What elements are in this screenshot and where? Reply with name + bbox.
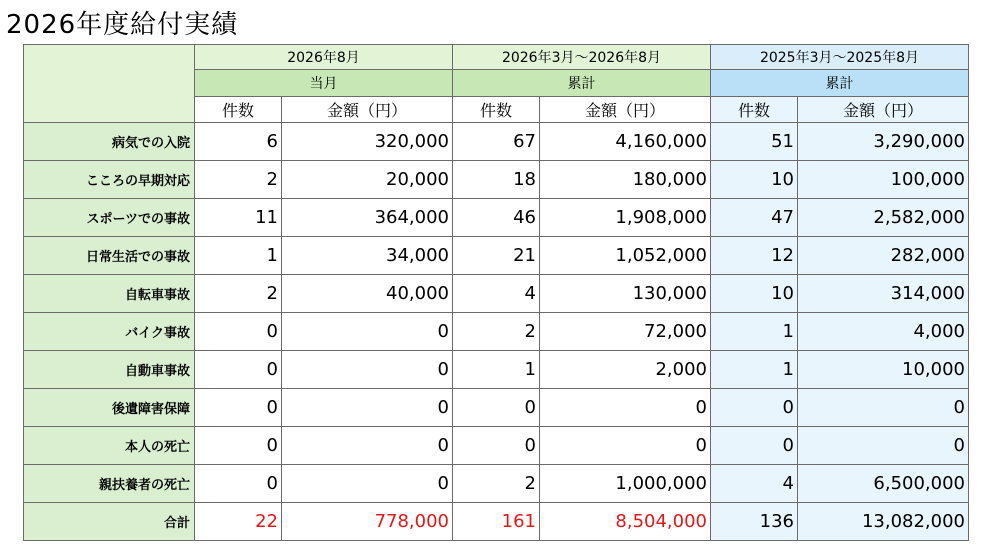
count-cell: 0: [711, 389, 798, 427]
amount-cell: 72,000: [540, 313, 711, 351]
table-row: [24, 427, 969, 465]
count-column-header: 件数: [711, 97, 798, 123]
amount-cell: 0: [282, 389, 453, 427]
amount-cell: 8,504,000: [540, 503, 711, 541]
amount-cell: 0: [798, 427, 969, 465]
count-cell: 22: [195, 503, 282, 541]
row-label: 日常生活での事故: [24, 237, 195, 275]
amount-column-header: 金額（円）: [282, 97, 453, 123]
row-label: 本人の死亡: [24, 427, 195, 465]
table-row: [24, 275, 969, 313]
count-cell: 46: [453, 199, 540, 237]
amount-cell: 130,000: [540, 275, 711, 313]
count-column-header: 件数: [453, 97, 540, 123]
amount-column-header: 金額（円）: [798, 97, 969, 123]
count-cell: 0: [195, 351, 282, 389]
total-row: [24, 503, 969, 541]
amount-cell: 34,000: [282, 237, 453, 275]
table-row: [24, 465, 969, 503]
count-cell: 0: [195, 313, 282, 351]
row-label: 後遺障害保障: [24, 389, 195, 427]
period-header-current: 2026年8月: [195, 45, 453, 70]
count-cell: 2: [453, 313, 540, 351]
amount-cell: 314,000: [798, 275, 969, 313]
count-cell: 0: [453, 389, 540, 427]
row-label: 病気での入院: [24, 123, 195, 161]
count-cell: 136: [711, 503, 798, 541]
amount-cell: 364,000: [282, 199, 453, 237]
count-cell: 0: [453, 427, 540, 465]
count-cell: 1: [711, 313, 798, 351]
table-row: [24, 313, 969, 351]
amount-cell: 4,000: [798, 313, 969, 351]
amount-cell: 778,000: [282, 503, 453, 541]
amount-cell: 180,000: [540, 161, 711, 199]
amount-cell: 2,582,000: [798, 199, 969, 237]
amount-cell: 20,000: [282, 161, 453, 199]
count-cell: 4: [453, 275, 540, 313]
amount-cell: 10,000: [798, 351, 969, 389]
count-cell: 18: [453, 161, 540, 199]
subheader-current-month: 当月: [195, 70, 453, 97]
count-cell: 2: [453, 465, 540, 503]
count-column-header: 件数: [195, 97, 282, 123]
row-label: スポーツでの事故: [24, 199, 195, 237]
amount-cell: 1,000,000: [540, 465, 711, 503]
count-cell: 10: [711, 275, 798, 313]
count-cell: 2: [195, 161, 282, 199]
table-row: [24, 237, 969, 275]
category-header-cell: [24, 45, 195, 123]
count-cell: 12: [711, 237, 798, 275]
amount-cell: 40,000: [282, 275, 453, 313]
row-label: こころの早期対応: [24, 161, 195, 199]
row-label: 親扶養者の死亡: [24, 465, 195, 503]
amount-cell: 13,082,000: [798, 503, 969, 541]
subheader-prior-cumulative: 累計: [711, 70, 969, 97]
count-cell: 0: [711, 427, 798, 465]
count-cell: 6: [195, 123, 282, 161]
table-row: [24, 123, 969, 161]
row-label: 自動車事故: [24, 351, 195, 389]
count-cell: 0: [195, 465, 282, 503]
count-cell: 1: [195, 237, 282, 275]
amount-column-header: 金額（円）: [540, 97, 711, 123]
amount-cell: 0: [282, 351, 453, 389]
amount-cell: 0: [540, 427, 711, 465]
amount-cell: 282,000: [798, 237, 969, 275]
amount-cell: 1,908,000: [540, 199, 711, 237]
page-title: 2026年度給付実績: [6, 10, 239, 40]
count-cell: 0: [195, 427, 282, 465]
count-cell: 161: [453, 503, 540, 541]
count-cell: 1: [453, 351, 540, 389]
count-cell: 2: [195, 275, 282, 313]
count-cell: 10: [711, 161, 798, 199]
count-cell: 1: [711, 351, 798, 389]
amount-cell: 0: [798, 389, 969, 427]
subheader-cumulative: 累計: [453, 70, 711, 97]
amount-cell: 0: [282, 465, 453, 503]
benefit-results-table: [23, 44, 969, 541]
period-header-cumulative: 2026年3月～2026年8月: [453, 45, 711, 70]
count-cell: 21: [453, 237, 540, 275]
count-cell: 67: [453, 123, 540, 161]
count-cell: 11: [195, 199, 282, 237]
table-row: [24, 351, 969, 389]
amount-cell: 100,000: [798, 161, 969, 199]
table-row: [24, 199, 969, 237]
amount-cell: 0: [282, 427, 453, 465]
amount-cell: 4,160,000: [540, 123, 711, 161]
amount-cell: 6,500,000: [798, 465, 969, 503]
amount-cell: 1,052,000: [540, 237, 711, 275]
count-cell: 51: [711, 123, 798, 161]
amount-cell: 3,290,000: [798, 123, 969, 161]
table-row: [24, 161, 969, 199]
row-label: 自転車事故: [24, 275, 195, 313]
row-label: バイク事故: [24, 313, 195, 351]
row-label: 合計: [24, 503, 195, 541]
count-cell: 0: [195, 389, 282, 427]
count-cell: 47: [711, 199, 798, 237]
amount-cell: 0: [540, 389, 711, 427]
amount-cell: 0: [282, 313, 453, 351]
amount-cell: 320,000: [282, 123, 453, 161]
amount-cell: 2,000: [540, 351, 711, 389]
count-cell: 4: [711, 465, 798, 503]
period-header-prior-year: 2025年3月～2025年8月: [711, 45, 969, 70]
table-row: [24, 389, 969, 427]
